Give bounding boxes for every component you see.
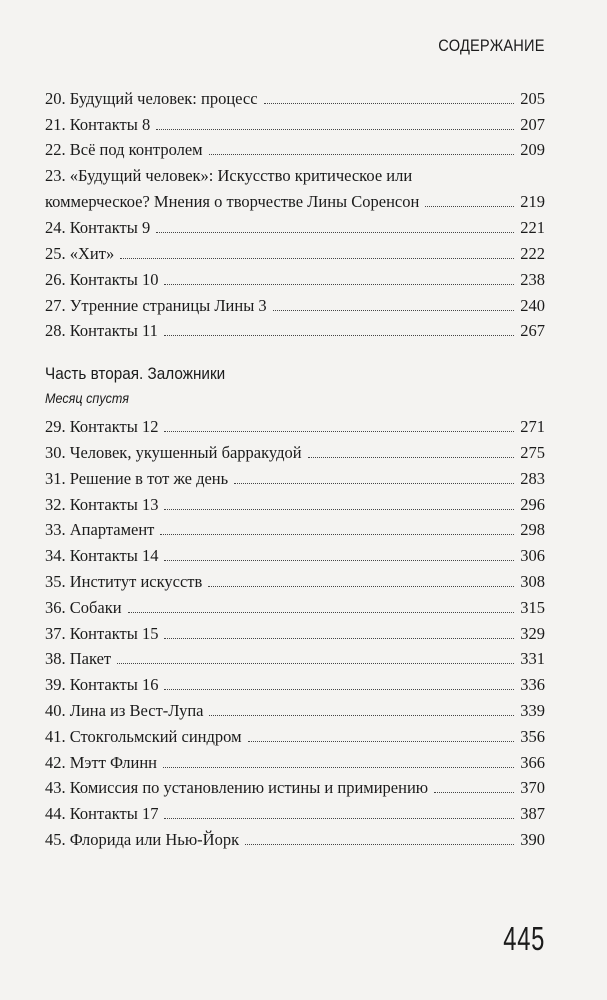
toc-entry (45, 515, 545, 541)
toc-entry-title: 41. Стокгольмский синдром (45, 726, 242, 746)
dot-leader (425, 206, 514, 207)
dot-leader (163, 767, 514, 768)
dot-leader (164, 689, 514, 690)
toc-entry (45, 489, 545, 515)
toc-entry (45, 747, 545, 773)
toc-entry (45, 721, 545, 747)
toc-entry-page: 221 (520, 218, 545, 238)
toc-entry-title: 32. Контакты 13 (45, 494, 159, 514)
toc-entry-title: 26. Контакты 10 (45, 269, 159, 289)
toc-entry-page: 209 (520, 140, 545, 160)
toc-entry (45, 264, 545, 290)
toc-entry-page: 308 (520, 571, 545, 591)
toc-entry (45, 824, 545, 850)
dot-leader (248, 741, 515, 742)
toc-entry-page: 271 (520, 417, 545, 437)
part-heading: Часть вторая. Заложники (45, 364, 226, 384)
toc-entry (45, 109, 545, 135)
toc-entry (45, 411, 545, 437)
toc-entry (45, 540, 545, 566)
toc-entry-page: 387 (520, 804, 545, 824)
dot-leader (209, 154, 515, 155)
toc-entry-line2 (45, 188, 545, 212)
toc-entry-page: 296 (520, 494, 545, 514)
toc-entry-title: 34. Контакты 14 (45, 546, 159, 566)
toc-entry-title: 30. Человек, укушенный барракудой (45, 442, 302, 462)
dot-leader (208, 586, 514, 587)
toc-entry-title: 20. Будущий человек: процесс (45, 88, 258, 108)
toc-entry-page: 336 (520, 675, 545, 695)
toc-entry-title-line1: 23. «Будущий человек»: Искусство критическое или (45, 166, 413, 186)
toc-entry (45, 669, 545, 695)
toc-entry-page: 298 (520, 520, 545, 540)
dot-leader (273, 310, 515, 311)
toc-entry-page: 390 (520, 829, 545, 849)
toc-entry-title: 36. Собаки (45, 597, 122, 617)
dot-leader (128, 612, 515, 613)
page-number: 445 (503, 920, 545, 957)
dot-leader (156, 129, 514, 130)
toc-entry-page: 238 (520, 269, 545, 289)
toc-entry-title: 27. Утренние страницы Лины 3 (45, 295, 267, 315)
toc-entry-page: 356 (520, 726, 545, 746)
toc-entry (45, 290, 545, 316)
toc-entry-page: 222 (520, 243, 545, 263)
toc-entry-title-line2: коммерческое? Мнения о творчестве Лины Соренсон (45, 192, 420, 212)
dot-leader (156, 232, 514, 233)
toc-entry-title: 38. Пакет (45, 649, 112, 669)
dot-leader (434, 792, 514, 793)
toc-entry-page: 219 (520, 192, 545, 212)
toc-entry (45, 695, 545, 721)
toc-entry-title: 39. Контакты 16 (45, 675, 159, 695)
toc-entry-title: 35. Институт искусств (45, 571, 203, 591)
toc-entry-title: 42. Мэтт Флинн (45, 752, 157, 772)
toc-entry-page: 205 (520, 88, 545, 108)
toc-entry-page: 207 (520, 114, 545, 134)
dot-leader (164, 284, 514, 285)
dot-leader (245, 844, 514, 845)
toc-entry-page: 339 (520, 700, 545, 720)
toc-entry (45, 644, 545, 670)
toc-entry (45, 83, 545, 109)
toc-entry (45, 212, 545, 238)
toc-entry-page: 315 (520, 597, 545, 617)
dot-leader (264, 103, 515, 104)
dot-leader (209, 715, 514, 716)
dot-leader (164, 335, 514, 336)
toc-entry-title: 21. Контакты 8 (45, 114, 151, 134)
toc-entry (45, 773, 545, 799)
toc-entry-title: 29. Контакты 12 (45, 417, 159, 437)
toc-entry (45, 238, 545, 264)
toc-entry-page: 240 (520, 295, 545, 315)
toc-entry-title: 24. Контакты 9 (45, 218, 151, 238)
part-subheading: Месяц спустя (45, 390, 130, 407)
toc-entry-page: 267 (520, 321, 545, 341)
running-header: СОДЕРЖАНИЕ (438, 36, 545, 55)
toc-entry-title: 43. Комиссия по установлению истины и примирению (45, 778, 429, 798)
dot-leader (160, 534, 514, 535)
dot-leader (164, 509, 514, 510)
toc-entry (45, 316, 545, 342)
toc-entry-page: 366 (520, 752, 545, 772)
toc-entry (45, 798, 545, 824)
toc-entry-title: 40. Лина из Вест-Лупа (45, 700, 204, 720)
toc-entry (45, 618, 545, 644)
toc-entry (45, 135, 545, 161)
toc-entry-page: 283 (520, 468, 545, 488)
toc-entry-title: 28. Контакты 11 (45, 321, 158, 341)
toc-entry-title: 45. Флорида или Нью-Йорк (45, 829, 240, 849)
toc-entry-page: 370 (520, 778, 545, 798)
dot-leader (164, 638, 514, 639)
toc-entry (45, 566, 545, 592)
dot-leader (120, 258, 514, 259)
toc-entry-title: 22. Всё под контролем (45, 140, 203, 160)
dot-leader (164, 431, 514, 432)
toc-entry-page: 331 (520, 649, 545, 669)
dot-leader (234, 483, 514, 484)
toc-entry-title: 37. Контакты 15 (45, 623, 159, 643)
dot-leader (308, 457, 515, 458)
toc-entry (45, 592, 545, 618)
dot-leader (164, 560, 514, 561)
toc-entry-title: 31. Решение в тот же день (45, 468, 229, 488)
toc-entry (45, 437, 545, 463)
toc-entry-page: 306 (520, 546, 545, 566)
toc-entry-page: 275 (520, 442, 545, 462)
toc-entry (45, 463, 545, 489)
dot-leader (164, 818, 514, 819)
dot-leader (117, 663, 514, 664)
toc-entry-multiline (45, 166, 545, 212)
toc-entry-title: 25. «Хит» (45, 243, 115, 263)
toc-entry-title: 33. Апартамент (45, 520, 155, 540)
table-of-contents (45, 83, 545, 850)
toc-entry-page: 329 (520, 623, 545, 643)
toc-entry-title: 44. Контакты 17 (45, 804, 159, 824)
